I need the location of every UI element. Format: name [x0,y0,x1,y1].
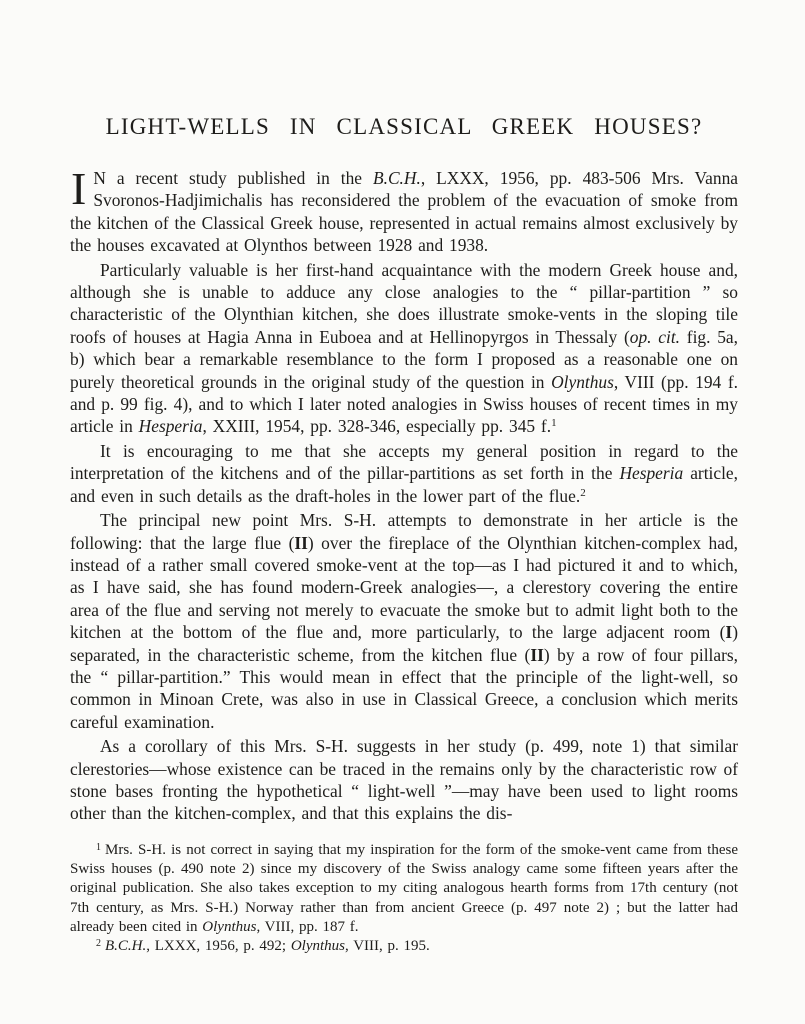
text-run: , XXIII, 1954, pp. 328-346, especially pp. 345 f. [202,416,552,437]
footnote-2-ref: 2 [96,938,101,950]
paragraph-1 [70,163,738,257]
text-run: Mrs. S-H. is not correct in saying that my inspiration for the form of the smoke-vent came from these Swiss houses (p. 490 note 2) since my discovery of the Swiss analogy came some fifteen years after the original publication. She also takes exception to my citing analogous hearth forms from 17th century (not 7th century, as Mrs. S-H.) Norway rather than from ancient Greece (p. 497 note 2) ; but the latter had already been cited in [70,841,738,935]
footnote-marker-1: 1 [551,417,557,430]
text-run: , LXXX, 1956, pp. 483-506 Mrs. Vanna Svoronos-Hadjimichalis has reconsidered the problem of the evacuation of smoke from the kitchen of the Classical Greek house, represented in actual remains almost exclusively by the houses excavated at Olynthos between 1928 and 1938. [70,168,738,256]
text-run: Particularly valuable is her first-hand acquaintance with the modern Greek house and, although she is unable to adduce any close analogies to the “ pillar-partition ” so characteristic of the Olynthian kitchen, she does illustrate smoke-vents in the sloping tile roofs of houses at Hagia Anna in Euboea and at Hellinopyrgos in Thessaly ( [70,259,738,347]
text-run: , LXXX, 1956, p. 492; [146,938,291,955]
text-run: The principal new point Mrs. S-H. attempts to demonstrate in her article is the following: that the large flue ( [70,510,738,553]
text-run-italic: Hesperia [619,463,684,484]
text-run-italic: Olynthus [551,371,614,392]
paragraph-2 [70,259,738,438]
text-run-italic: Hesperia [138,416,203,437]
footnotes-section [70,841,738,957]
text-run: ) over the fireplace of the Olynthian kitchen-complex had, instead of a rather small covered smoke-vent at the top—as I had pictured it and to which, as I have said, she has found modern-Greek analogies—, a clerestory covering the entire area of the flue and serving not merely to evacuate the smoke but to admit light both to the kitchen at the bottom of the flue and, more particularly, to the large adjacent room ( [70,532,738,643]
text-run: , VIII (pp. 194 f. and p. 99 fig. 4), and to which I later noted analogies in Swiss houses of recent times in my article in [70,371,738,437]
text-run: , VIII, p. 195. [345,938,430,955]
dropcap-initial: I [71,163,87,214]
text-run-italic: Olynthus [290,938,345,955]
text-run-bold: I [725,622,733,643]
text-run: fig. 5a, b) which bear a remarkable resemblance to the form I proposed as a reasonable one on purely theoretical grounds in the original study of the question in [70,326,738,392]
text-run: , VIII, pp. 187 f. [256,918,359,935]
text-run: ) by a row of four pillars, the “ pillar-partition.” This would mean in effect that the principle of the light-well, so common in Minoan Crete, was also in use in Classical Greece, a conclusion which merits careful examination. [70,644,738,732]
text-run: ) separated, in the characteristic scheme, from the kitchen flue ( [70,622,738,665]
paragraph-5 [70,735,738,825]
text-run: As a corollary of this Mrs. S-H. suggests in her study (p. 499, note 1) that similar clerestories—whose existence can be traced in the remains only by the characteristic row of stone bases fronting the hypothetical “ light-well ”—may have been used to light rooms other than the kitchen-complex, and that this explains the dis- [70,736,738,824]
footnote-1-ref: 1 [96,841,101,853]
text-run: article, and even in such details as the draft-holes in the lower part of the flue. [70,463,738,506]
paragraph-3 [70,440,738,507]
text-run-bold: II [530,644,544,665]
paragraph-4 [70,509,738,733]
text-run-italic: Olynthus [202,918,257,935]
article-body [70,163,738,825]
text-run-italic: op. cit. [629,326,681,347]
article-title: LIGHT-WELLS IN CLASSICAL GREEK HOUSES? [105,114,703,139]
text-run-bold: II [294,532,308,553]
footnote-2 [70,937,738,956]
text-run-italic: B.C.H. [105,938,147,955]
text-run: It is encouraging to me that she accepts my general position in regard to the interpretation of the kitchens and of the pillar-partitions as set forth in the [70,440,738,484]
text-run-italic: B.C.H. [372,168,421,188]
text-run: N a recent study published in the [93,168,373,188]
footnote-marker-2: 2 [580,486,586,499]
footnote-1 [70,841,738,937]
